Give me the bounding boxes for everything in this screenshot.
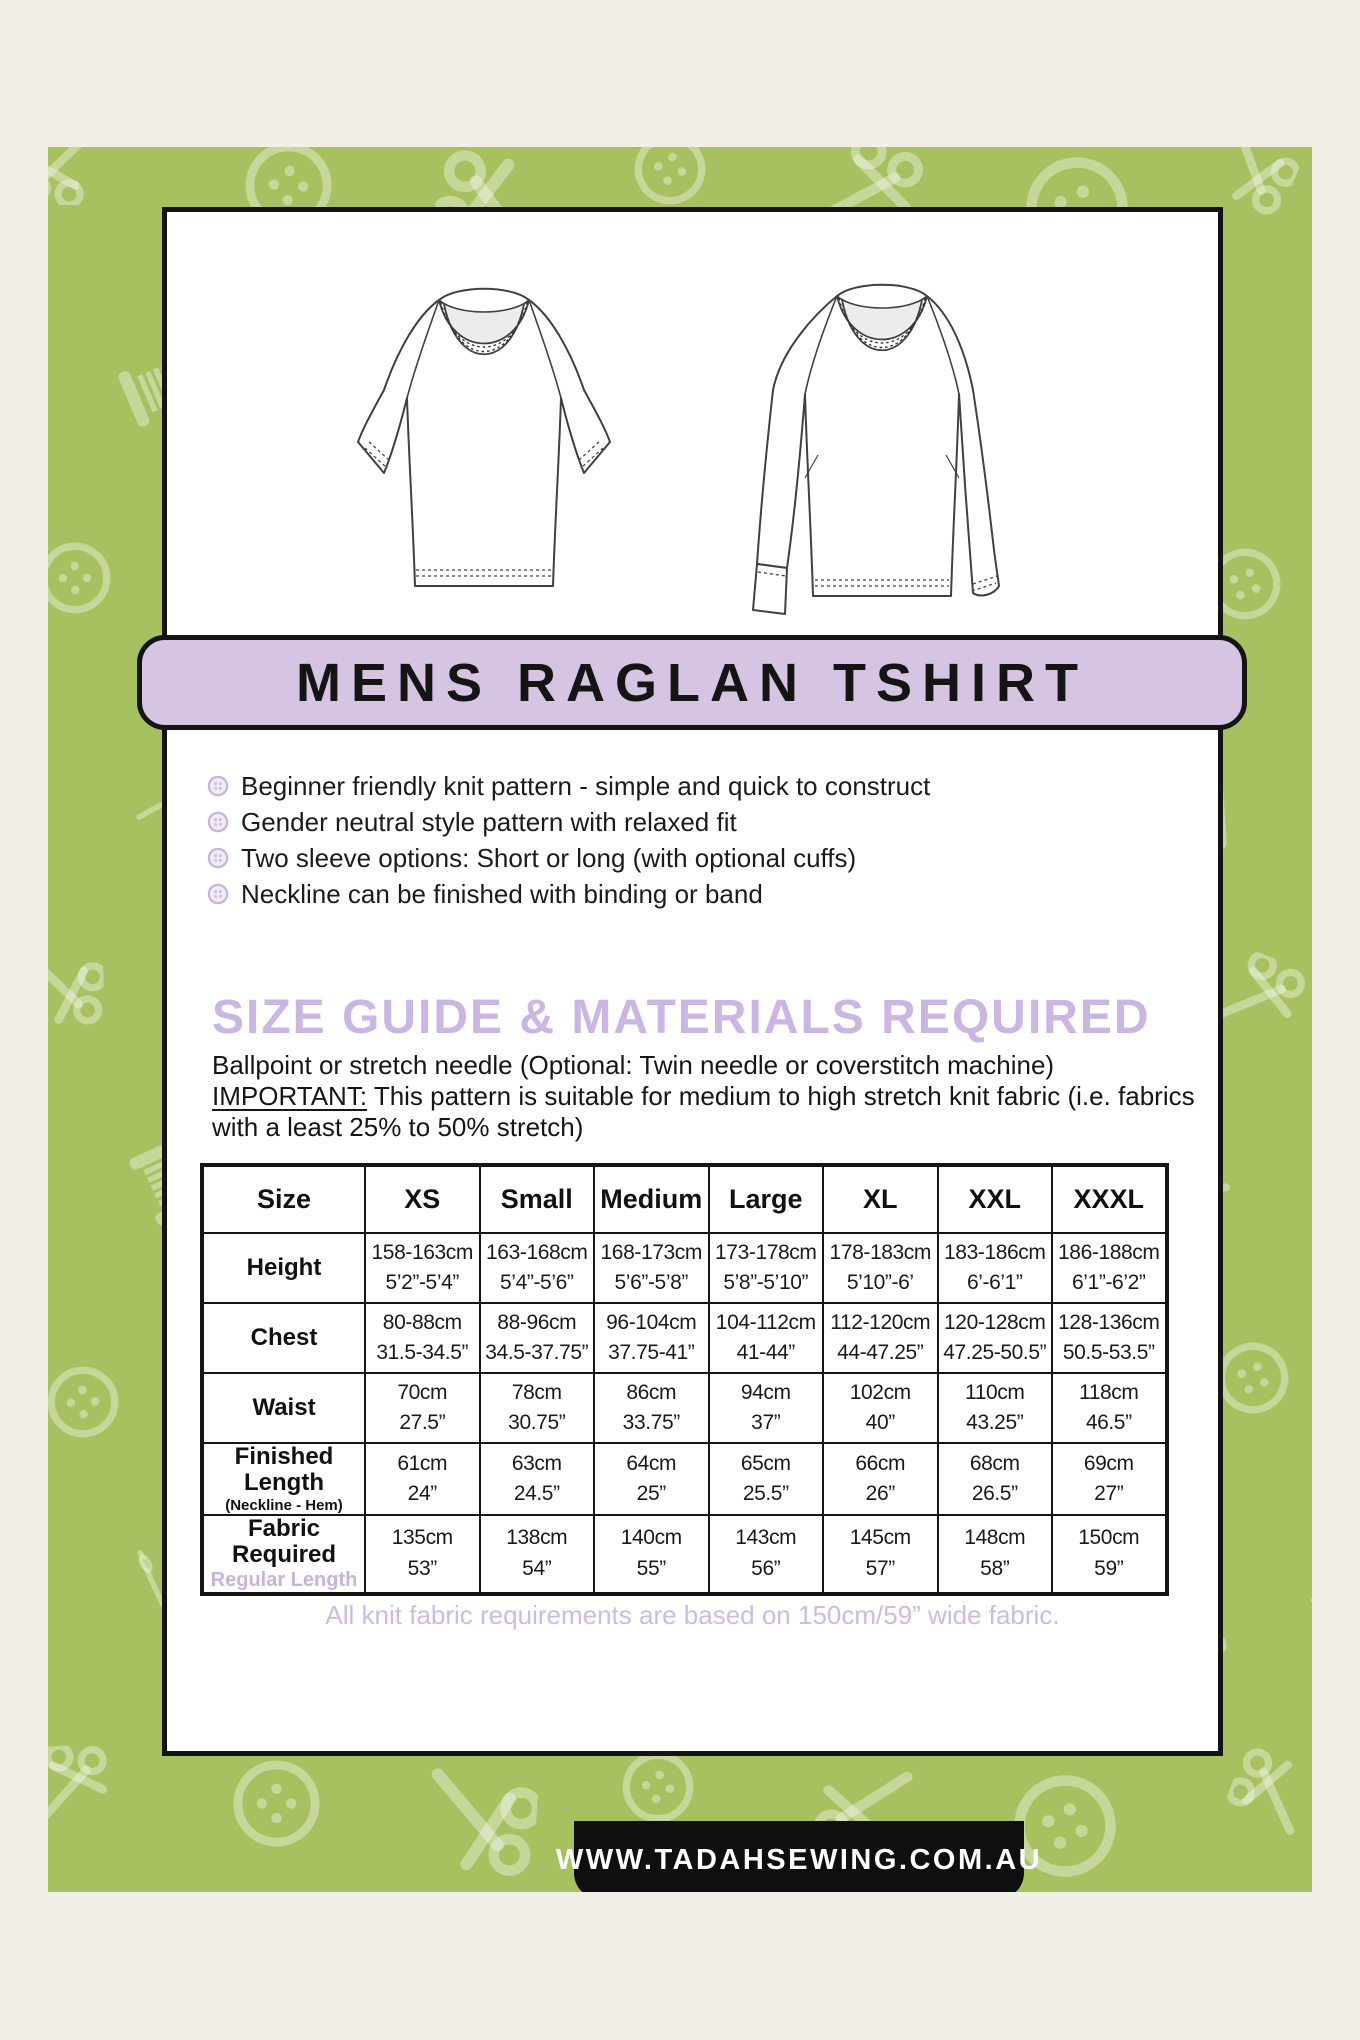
size-cell-cm: 143cm	[735, 1526, 797, 1550]
size-cell-inches: 44-47.25”	[837, 1341, 924, 1364]
scissors-icon	[48, 1742, 115, 1825]
size-cell	[709, 1443, 824, 1515]
scissors-icon	[420, 1763, 540, 1883]
size-cell-cm: 86cm	[626, 1380, 677, 1404]
size-cell	[594, 1515, 709, 1594]
size-table-header-cell: XXL	[938, 1165, 1053, 1233]
size-cell-cm: 66cm	[855, 1451, 906, 1475]
needle-icon	[1295, 720, 1312, 830]
size-cell-cm: 168-173cm	[600, 1240, 702, 1264]
size-cell	[365, 1373, 480, 1443]
size-cell-cm: 178-183cm	[829, 1240, 931, 1264]
size-cell-cm: 88-96cm	[497, 1310, 577, 1334]
feature-text: Beginner friendly knit pattern - simple and quick to construct	[241, 770, 931, 801]
size-cell-cm: 80-88cm	[382, 1310, 462, 1334]
important-text: This pattern is suitable for medium to high stretch knit fabric (i.e. fabrics with a least 25% to 50% stretch)	[212, 1081, 1195, 1142]
size-cell-inches: 24”	[407, 1482, 437, 1506]
size-row-label	[202, 1373, 365, 1443]
size-cell-inches: 34.5-37.75”	[485, 1341, 589, 1364]
size-cell	[1052, 1303, 1167, 1373]
size-cell-cm: 135cm	[391, 1526, 453, 1550]
size-cell-cm: 112-120cm	[830, 1310, 931, 1334]
size-row-label	[202, 1233, 365, 1303]
size-cell-inches: 25.5”	[742, 1482, 789, 1506]
size-table-row	[202, 1443, 1167, 1515]
feature-text: Neckline can be finished with binding or band	[241, 878, 763, 909]
feature-item	[207, 804, 930, 840]
green-background-panel	[48, 147, 1312, 1892]
size-cell	[938, 1515, 1053, 1594]
size-cell-inches: 5’4”-5’6”	[500, 1271, 574, 1294]
size-cell-inches: 26.5”	[971, 1482, 1018, 1506]
footer-url-bar	[555, 1821, 1043, 1892]
size-cell-inches: 26”	[865, 1482, 895, 1506]
size-cell-cm: 64cm	[626, 1451, 677, 1475]
size-cell-cm: 78cm	[511, 1380, 562, 1404]
size-cell	[365, 1233, 480, 1303]
size-table-row	[202, 1233, 1167, 1303]
button-icon	[207, 847, 229, 869]
size-cell	[938, 1373, 1053, 1443]
scissors-icon	[1221, 1740, 1312, 1840]
size-cell-inches: 27.5”	[399, 1411, 446, 1434]
materials-text	[212, 1050, 1217, 1143]
size-cell	[709, 1373, 824, 1443]
size-cell-inches: 41-44”	[736, 1341, 795, 1364]
size-cell-cm: 104-112cm	[715, 1310, 816, 1334]
size-table-header-cell: Medium	[594, 1165, 709, 1233]
scissors-icon	[48, 950, 105, 1031]
size-cell	[365, 1515, 480, 1594]
size-cell-cm: 173-178cm	[715, 1240, 817, 1264]
size-cell	[480, 1303, 595, 1373]
fabric-width-note: All knit fabric requirements are based on 150cm/59” wide fabric.	[325, 1600, 1060, 1630]
size-cell	[594, 1233, 709, 1303]
size-cell	[823, 1373, 938, 1443]
size-cell	[938, 1303, 1053, 1373]
size-cell-inches: 27”	[1094, 1482, 1124, 1506]
size-table-row	[202, 1373, 1167, 1443]
size-cell-inches: 30.75”	[508, 1411, 566, 1434]
size-table-header-cell: Size	[202, 1165, 365, 1233]
size-cell	[823, 1233, 938, 1303]
size-cell-inches: 40”	[865, 1411, 895, 1434]
row-label-text: Finished Length	[234, 1443, 334, 1497]
size-cell	[1052, 1233, 1167, 1303]
size-table-header-cell: XL	[823, 1165, 938, 1233]
feature-item	[207, 876, 930, 912]
size-table-header-cell: Large	[709, 1165, 824, 1233]
size-cell-inches: 5’10”-6’	[846, 1271, 914, 1294]
content-card	[162, 207, 1223, 1876]
size-cell-inches: 46.5”	[1085, 1411, 1132, 1434]
size-cell-cm: 61cm	[397, 1451, 448, 1475]
size-cell-inches: 56”	[751, 1556, 781, 1580]
row-label-text: Fabric Required	[231, 1515, 336, 1569]
button-icon	[207, 775, 229, 797]
size-table-row	[202, 1303, 1167, 1373]
size-row-label	[202, 1515, 365, 1594]
size-cell-cm: 70cm	[397, 1380, 448, 1404]
size-cell-cm: 94cm	[740, 1380, 791, 1404]
size-cell-cm: 68cm	[969, 1451, 1020, 1475]
button-icon	[209, 1736, 343, 1870]
feature-text: Two sleeve options: Short or long (with optional cuffs)	[241, 842, 857, 873]
feature-item	[207, 840, 930, 876]
size-cell-inches: 6’-6’1”	[966, 1271, 1023, 1294]
size-cell-cm: 102cm	[849, 1380, 911, 1404]
size-cell-cm: 158-163cm	[371, 1240, 473, 1264]
size-cell-cm: 110cm	[965, 1380, 1025, 1404]
important-line	[212, 1081, 1217, 1143]
size-cell-cm: 140cm	[620, 1526, 682, 1550]
size-table-row	[202, 1515, 1167, 1594]
size-cell-inches: 5’8”-5’10”	[723, 1271, 809, 1294]
button-icon	[48, 523, 130, 633]
size-guide-heading: SIZE GUIDE & MATERIALS REQUIRED	[212, 991, 1151, 1044]
size-cell	[594, 1443, 709, 1515]
size-cell-inches: 53”	[407, 1556, 437, 1580]
feature-item	[207, 768, 930, 804]
needle-icon	[1303, 1544, 1312, 1654]
size-cell-inches: 5’2”-5’4”	[385, 1271, 459, 1294]
size-cell-inches: 55”	[636, 1556, 666, 1580]
size-cell-cm: 148cm	[964, 1526, 1026, 1550]
size-cell-inches: 37”	[751, 1411, 781, 1434]
size-cell	[480, 1515, 595, 1594]
size-cell-inches: 33.75”	[622, 1411, 680, 1434]
row-label-text: Height	[246, 1253, 322, 1281]
size-cell	[365, 1443, 480, 1515]
size-cell-cm: 145cm	[849, 1526, 911, 1550]
size-cell-inches: 50.5-53.5”	[1062, 1341, 1155, 1364]
short-sleeve-tshirt-illustration	[358, 289, 610, 586]
size-cell-inches: 58”	[980, 1556, 1010, 1580]
size-cell-cm: 186-188cm	[1058, 1240, 1160, 1264]
row-label-text: Chest	[250, 1323, 318, 1351]
size-cell	[709, 1233, 824, 1303]
size-cell	[938, 1443, 1053, 1515]
size-cell-inches: 24.5”	[513, 1482, 560, 1506]
size-row-label	[202, 1303, 365, 1373]
size-table-header-cell: Small	[480, 1165, 595, 1233]
tshirt-illustrations	[169, 248, 1216, 648]
size-cell-inches: 37.75-41”	[608, 1341, 695, 1364]
footer-url: WWW.TADAHSEWING.COM.AU	[555, 1843, 1043, 1876]
scissors-icon	[48, 147, 96, 205]
size-cell-cm: 150cm	[1078, 1526, 1140, 1550]
feature-text: Gender neutral style pattern with relaxed fit	[241, 806, 737, 837]
size-cell-cm: 69cm	[1083, 1451, 1134, 1475]
size-cell-cm: 118cm	[1079, 1380, 1139, 1404]
size-cell-cm: 120-128cm	[944, 1310, 1046, 1334]
row-sublabel-text: Regular Length	[210, 1568, 358, 1591]
needle-line: Ballpoint or stretch needle (Optional: Twin needle or coverstitch machine)	[212, 1050, 1055, 1080]
size-cell-cm: 163-168cm	[486, 1240, 588, 1264]
size-cell-inches: 47.25-50.5”	[943, 1341, 1047, 1364]
size-cell-inches: 43.25”	[966, 1411, 1024, 1434]
size-cell	[480, 1233, 595, 1303]
scissors-icon	[1212, 945, 1312, 1047]
size-cell	[594, 1373, 709, 1443]
size-cell-cm: 96-104cm	[606, 1310, 697, 1334]
size-cell	[1052, 1515, 1167, 1594]
size-cell-inches: 31.5-34.5”	[376, 1341, 469, 1364]
size-cell	[1052, 1443, 1167, 1515]
long-sleeve-tshirt-illustration	[753, 285, 999, 614]
feature-list	[207, 768, 930, 912]
size-cell-inches: 6’1”-6’2”	[1072, 1271, 1146, 1294]
size-cell-inches: 59”	[1094, 1556, 1124, 1580]
row-label-text: Waist	[252, 1393, 316, 1421]
size-cell	[709, 1515, 824, 1594]
size-table-header-cell: XXXL	[1052, 1165, 1167, 1233]
pattern-title: MENS RAGLAN TSHIRT	[296, 652, 1088, 713]
size-cell-inches: 5’6”-5’8”	[614, 1271, 688, 1294]
size-cell-cm: 65cm	[740, 1451, 791, 1475]
size-cell	[823, 1515, 938, 1594]
button-icon	[48, 1347, 138, 1457]
size-cell	[938, 1233, 1053, 1303]
size-cell-cm: 128-136cm	[1058, 1310, 1160, 1334]
size-table	[200, 1163, 1169, 1596]
size-cell-cm: 138cm	[506, 1526, 568, 1550]
size-cell-inches: 54”	[522, 1556, 552, 1580]
size-cell	[480, 1443, 595, 1515]
size-cell	[480, 1373, 595, 1443]
important-label: IMPORTANT:	[212, 1081, 368, 1111]
button-icon	[207, 811, 229, 833]
button-icon	[207, 883, 229, 905]
size-cell-cm: 63cm	[511, 1451, 562, 1475]
size-cell-inches: 25”	[636, 1482, 666, 1506]
size-cell	[1052, 1373, 1167, 1443]
size-cell-inches: 57”	[865, 1556, 895, 1580]
size-cell	[823, 1443, 938, 1515]
size-cell	[823, 1303, 938, 1373]
title-banner	[137, 635, 1247, 730]
size-table-header-cell: XS	[365, 1165, 480, 1233]
size-cell-cm: 183-186cm	[944, 1240, 1046, 1264]
size-row-label	[202, 1443, 365, 1515]
size-cell	[594, 1303, 709, 1373]
size-cell	[365, 1303, 480, 1373]
row-sublabel-text: (Neckline - Hem)	[225, 1496, 343, 1514]
size-cell	[709, 1303, 824, 1373]
